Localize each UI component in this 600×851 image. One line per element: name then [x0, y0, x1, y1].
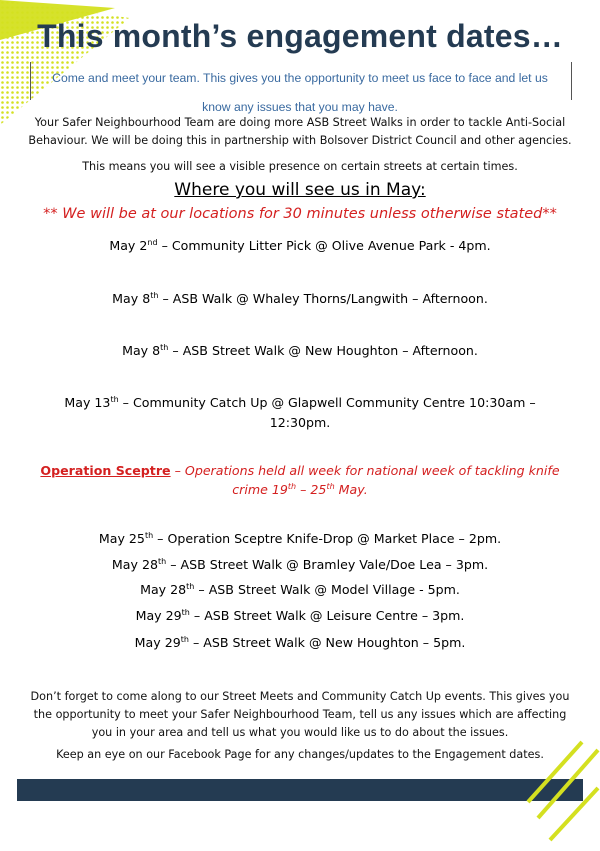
margin-line-right — [571, 62, 572, 100]
event-item: May 13th – Community Catch Up @ Glapwell Community Centre 10:30am – 12:30pm. — [64, 394, 536, 430]
event-item: May 28th – ASB Street Walk @ Bramley Vale/Doe Lea – 3pm. — [111, 556, 489, 572]
footer-bar — [17, 779, 583, 801]
event-item: May 8th – ASB Walk @ Whaley Thorns/Langwith – Afternoon. — [112, 290, 488, 306]
location-duration-note: ** We will be at our locations for 30 minutes unless otherwise stated** — [43, 206, 557, 222]
event-item: May 29th – ASB Street Walk @ Leisure Centre – 3pm. — [135, 607, 465, 623]
page-title: This month’s engagement dates… — [37, 18, 563, 54]
closing-line-2: the opportunity to meet your Safer Neighbourhood Team, tell us any issues which are affecting — [33, 708, 567, 721]
closing-paragraph — [20, 688, 580, 742]
body-paragraph-2: This means you will see a visible presence on certain streets at certain times. — [82, 160, 518, 173]
section-heading: Where you will see us in May: — [174, 180, 426, 200]
event-item: May 25th – Operation Sceptre Knife-Drop @ Market Place – 2pm. — [98, 530, 502, 546]
body-paragraph-1-line-1: Your Safer Neighbourhood Team are doing more ASB Street Walks in order to tackle Anti-Social — [34, 116, 566, 129]
event-item: May 8th – ASB Street Walk @ New Houghton – Afternoon. — [122, 342, 478, 358]
closing-line-3: you in your area and tell us what you would like us to do about the issues. — [91, 726, 509, 739]
closing-line-1: Don’t forget to come along to our Street Meets and Community Catch Up events. This gives you — [30, 690, 570, 703]
operation-name: Operation Sceptre — [40, 463, 171, 478]
operation-sceptre-notice: Operation Sceptre – Operations held all week for national week of tackling knife crime 19th – 25th May. — [40, 463, 560, 497]
intro-line-1: Come and meet your team. This gives you the opportunity to meet us face to face and let us — [52, 71, 548, 85]
event-item: May 28th – ASB Street Walk @ Model Village - 5pm. — [140, 581, 460, 597]
intro-line-2: know any issues that you may have. — [202, 100, 398, 114]
body-paragraph-1 — [20, 114, 580, 150]
body-paragraph-1-line-2: Behaviour. We will be doing this in partnership with Bolsover District Council and other agencies. — [28, 134, 572, 147]
event-item: May 2nd – Community Litter Pick @ Olive Avenue Park - 4pm. — [109, 237, 491, 253]
event-item: May 29th – ASB Street Walk @ New Houghton – 5pm. — [134, 634, 466, 650]
corner-decoration-bottom-right — [520, 740, 600, 851]
facebook-note: Keep an eye on our Facebook Page for any changes/updates to the Engagement dates. — [56, 748, 544, 761]
